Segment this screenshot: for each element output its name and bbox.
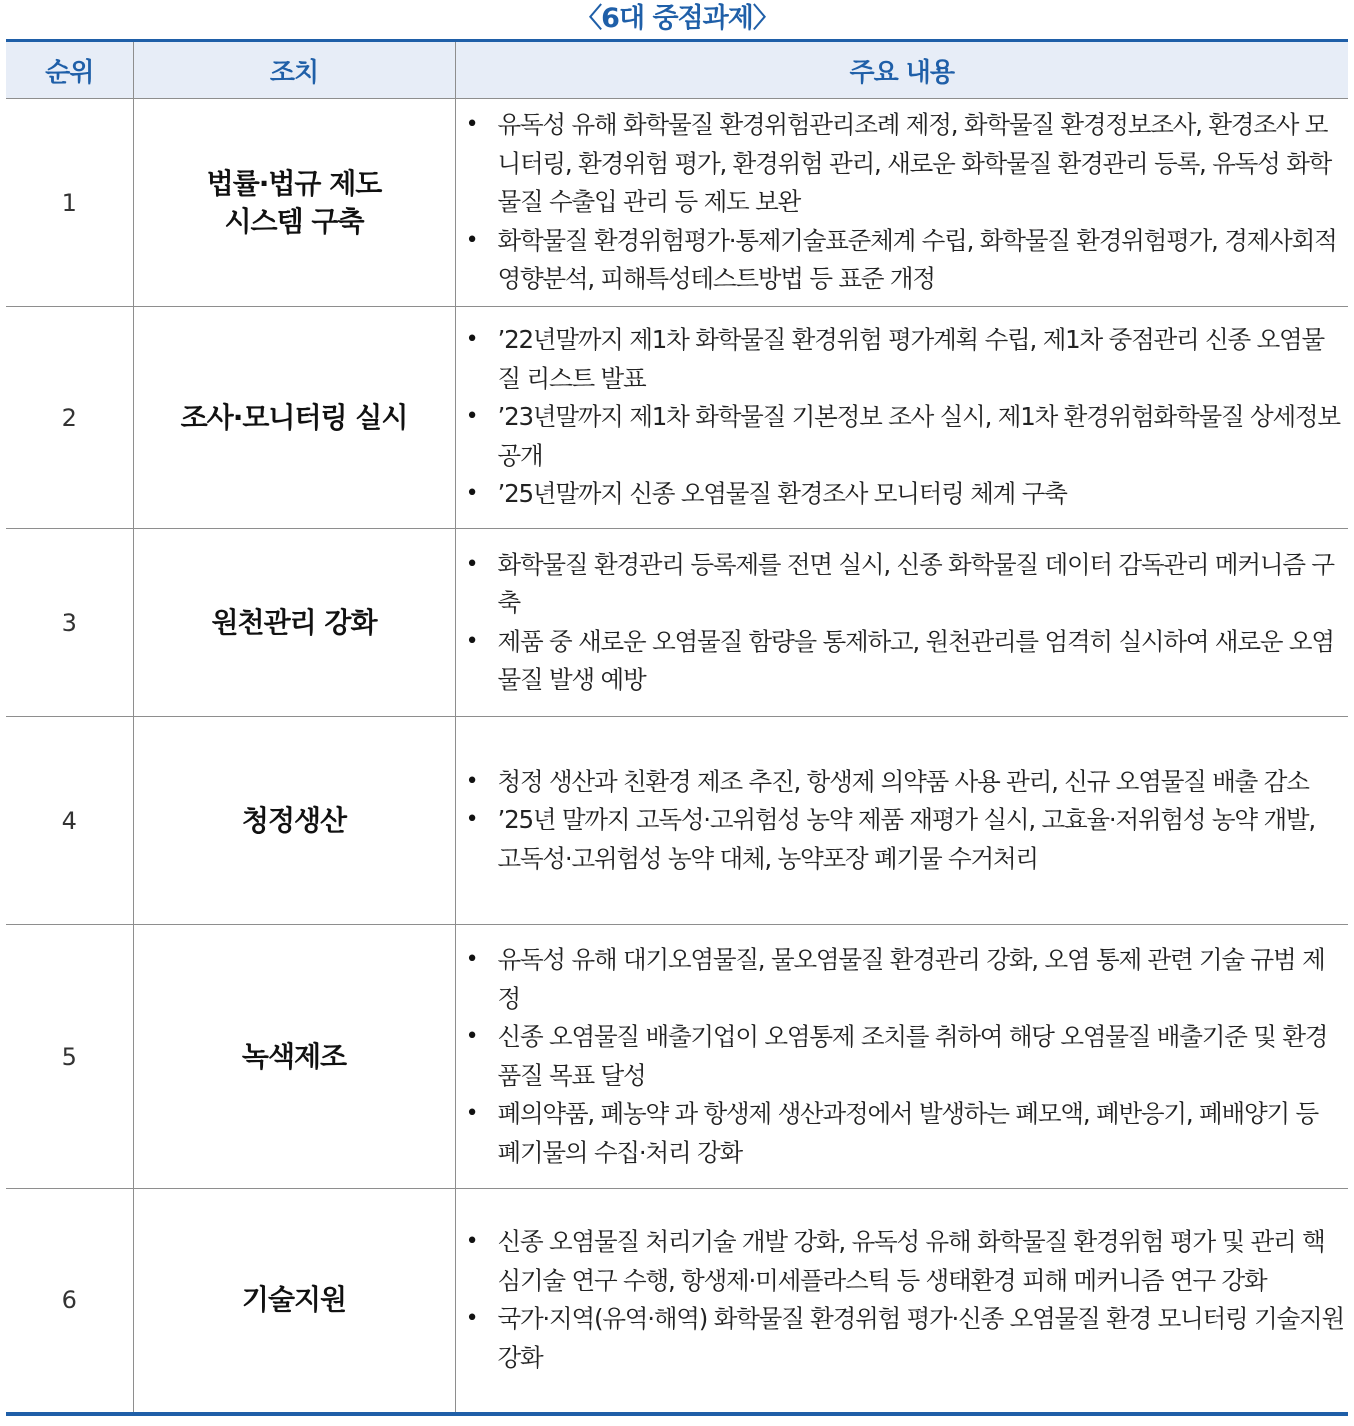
list-item (456, 623, 1345, 700)
list-item (456, 321, 1345, 398)
content-list (456, 321, 1345, 514)
content-list (456, 106, 1345, 299)
table-body (6, 99, 1348, 1414)
priority-tasks-table (6, 39, 1348, 1416)
measure-cell: 조사·모니터링 실시 (133, 307, 455, 529)
bullet-icon: • (465, 481, 478, 507)
table-row (6, 529, 1348, 717)
bullet-icon: • (465, 768, 478, 794)
table-header-row (6, 41, 1348, 99)
rank-cell: 1 (6, 99, 133, 307)
list-item (456, 941, 1345, 1018)
list-item-text: ’22년말까지 제1차 화학물질 환경위험 평가계획 수립, 제1차 중점관리 신종 오염물질 리스트 발표 (497, 325, 1324, 393)
content-list (456, 763, 1345, 879)
rank-cell: 3 (6, 529, 133, 717)
bullet-icon: • (465, 1306, 478, 1332)
list-item-text: ’25년 말까지 고독성·고위험성 농약 제품 재평가 실시, 고효율·저위험성 농약 개발, 고독성·고위험성 농약 대체, 농약포장 폐기물 수거처리 (497, 805, 1315, 873)
content-list (456, 546, 1345, 700)
measure-cell: 청정생산 (133, 717, 455, 925)
list-item-text: 화학물질 환경관리 등록제를 전면 실시, 신종 화학물질 데이터 감독관리 메커니즘 구축 (497, 549, 1334, 617)
rank-cell: 4 (6, 717, 133, 925)
content-cell (455, 529, 1348, 717)
bullet-icon: • (465, 628, 478, 654)
header-rank: 순위 (6, 41, 133, 99)
list-item (456, 475, 1345, 514)
list-item-text: 신종 오염물질 배출기업이 오염통제 조치를 취하여 해당 오염물질 배출기준 및 환경품질 목표 달성 (497, 1022, 1328, 1090)
list-item (456, 801, 1345, 878)
content-cell (455, 717, 1348, 925)
content-cell (455, 99, 1348, 307)
bullet-icon: • (465, 551, 478, 577)
list-item-text: 유독성 유해 화학물질 환경위험관리조례 제정, 화학물질 환경정보조사, 환경조사 모니터링, 환경위험 평가, 환경위험 관리, 새로운 화학물질 환경관리 등록, 유독성 화학물질 수출입 관리 등 제도 보완 (497, 110, 1332, 217)
list-item-text: 제품 중 새로운 오염물질 함량을 통제하고, 원천관리를 엄격히 실시하여 새로운 오염물질 발생 예방 (497, 626, 1334, 694)
bullet-icon: • (465, 112, 478, 138)
list-item (456, 546, 1345, 623)
bullet-icon: • (465, 227, 478, 253)
list-item-text: ’23년말까지 제1차 화학물질 기본정보 조사 실시, 제1차 환경위험화학물질 상세정보 공개 (497, 402, 1340, 470)
content-list (456, 1223, 1345, 1377)
bullet-icon: • (465, 404, 478, 430)
list-item-text: 신종 오염물질 처리기술 개발 강화, 유독성 유해 화학물질 환경위험 평가 및 관리 핵심기술 연구 수행, 항생제·미세플라스틱 등 생태환경 피해 메커니즘 연구 강화 (497, 1227, 1325, 1295)
header-content: 주요 내용 (455, 41, 1348, 99)
list-item-text: 폐의약품, 폐농약 과 항생제 생산과정에서 발생하는 폐모액, 폐반응기, 폐배양기 등 폐기물의 수집·처리 강화 (497, 1099, 1318, 1167)
bullet-icon: • (465, 1024, 478, 1049)
table-row (6, 717, 1348, 925)
list-item (456, 1018, 1345, 1095)
content-cell (455, 925, 1348, 1189)
bullet-icon: • (465, 1101, 478, 1126)
header-measure: 조치 (133, 41, 455, 99)
measure-cell: 기술지원 (133, 1189, 455, 1414)
table-title: 〈6대 중점과제〉 (575, 3, 779, 34)
measure-cell: 원천관리 강화 (133, 529, 455, 717)
list-item-text: 청정 생산과 친환경 제조 추진, 항생제 의약품 사용 관리, 신규 오염물질 배출 감소 (497, 766, 1309, 796)
content-list (456, 941, 1345, 1172)
table-row (6, 99, 1348, 307)
bullet-icon: • (465, 327, 478, 353)
bullet-icon: • (465, 947, 478, 972)
list-item (456, 222, 1345, 299)
content-cell (455, 307, 1348, 529)
table-row (6, 925, 1348, 1189)
list-item (456, 106, 1345, 222)
rank-cell: 6 (61, 1286, 77, 1315)
table-row (6, 1189, 1348, 1414)
list-item-text: 화학물질 환경위험평가·통제기술표준체계 수립, 화학물질 환경위험평가, 경제사회적 영향분석, 피해특성테스트방법 등 표준 개정 (497, 225, 1337, 294)
list-item-text: 유독성 유해 대기오염물질, 물오염물질 환경관리 강화, 오염 통제 관련 기술 규범 제정 (497, 945, 1325, 1013)
content-cell (455, 1189, 1348, 1414)
list-item (456, 1095, 1345, 1172)
list-item (456, 1223, 1345, 1300)
table-row (6, 307, 1348, 529)
bullet-icon: • (465, 807, 478, 833)
rank-cell: 2 (6, 307, 133, 529)
measure-cell: 녹색제조 (133, 925, 455, 1189)
list-item-text: ’25년말까지 신종 오염물질 환경조사 모니터링 체계 구축 (497, 479, 1067, 509)
list-item (456, 398, 1345, 475)
list-item (456, 763, 1345, 802)
rank-cell: 5 (6, 925, 133, 1189)
list-item-text: 국가·지역(유역·해역) 화학물질 환경위험 평가·신종 오염물질 환경 모니터링 기술지원 강화 (497, 1304, 1344, 1372)
measure-cell: 법률·법규 제도 시스템 구축 (133, 99, 455, 307)
bullet-icon: • (465, 1229, 478, 1255)
list-item (456, 1300, 1345, 1377)
